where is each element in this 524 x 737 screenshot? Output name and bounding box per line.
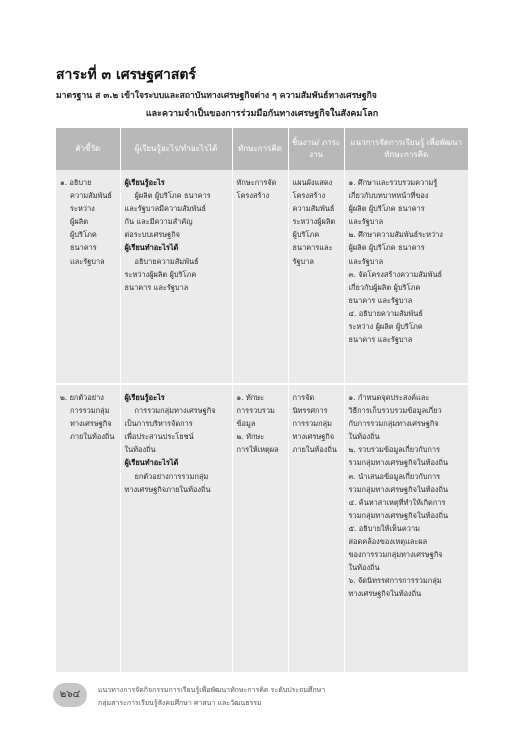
- cell-thinking-skill: [232, 170, 288, 384]
- header-indicator: ตัวชี้วัด: [56, 128, 120, 170]
- text-line: ระหว่าง ผู้ผลิต ผู้บริโภค: [348, 322, 423, 332]
- text-line: ความสัมพันธ์: [70, 191, 112, 201]
- text-line: ระหว่างผู้ผลิต ผู้บริโภค: [124, 269, 197, 279]
- text-line: ๑. ทักษะ: [236, 393, 265, 402]
- text-line: ระหว่าง: [70, 204, 95, 214]
- text-line: ๓. จัดโครงสร้างความสัมพันธ์: [348, 269, 443, 279]
- text-line: ธนาคารและ: [292, 243, 333, 253]
- text-line: ของการรวมกลุ่มทางเศรษฐกิจ: [348, 550, 443, 560]
- text-line: ผู้บริโภค: [292, 230, 320, 240]
- text-line: และรัฐบาล: [70, 256, 105, 266]
- text-line: ภายในท้องถิ่น: [292, 445, 337, 455]
- text-line: ธนาคาร: [70, 243, 97, 253]
- text-line: ผู้ผลิต ผู้บริโภค ธนาคาร: [348, 204, 425, 214]
- footer-book-title: แนวทางการจัดกิจกรรมการเรียนรู้เพื่อพัฒนาทักษะการคิด ระดับประถมศึกษา: [98, 686, 326, 694]
- text-line: กัน และมีความสำคัญ: [124, 217, 193, 227]
- text-line: และรัฐบาลมีความสัมพันธ์: [124, 204, 206, 214]
- cell-indicator: [56, 170, 120, 384]
- text-line: ๖. จัดนิทรรศการการรวมกลุ่ม: [348, 576, 442, 586]
- text-line: ธนาคาร และรัฐบาล: [348, 335, 413, 345]
- table-header-row: [56, 128, 468, 170]
- text-line: ๔. อธิบายความสัมพันธ์: [348, 308, 423, 318]
- text-line: นิทรรศการ: [292, 406, 328, 416]
- text-line: รวมกลุ่มทางเศรษฐกิจในท้องถิ่น: [348, 458, 449, 468]
- header-activities: แนวการจัดการเรียนรู้ เพื่อพัฒนาทักษะการคิด: [344, 128, 468, 170]
- text-line: การจัด: [292, 393, 315, 402]
- text-line: เป็นการบริหารจัดการ: [124, 419, 193, 429]
- text-line: ข้อมูล: [236, 419, 256, 429]
- do-heading: ผู้เรียนทำอะไรได้: [124, 458, 179, 468]
- header-workpiece: ชิ้นงาน/ ภาระงาน: [288, 128, 344, 170]
- text-line: เกี่ยวกับบทบาทหน้าที่ของ: [348, 191, 429, 201]
- text-line: ผู้บริโภค: [70, 230, 97, 240]
- cell-activities: [344, 384, 468, 672]
- text-line: เกี่ยวกับผู้ผลิต ผู้บริโภค: [348, 282, 421, 292]
- text-line: การรวบรวม: [236, 406, 275, 416]
- text-line: ทางเศรษฐกิจภายในท้องถิ่น: [124, 484, 211, 494]
- text-line: ผู้ผลิต ผู้บริโภค ธนาคาร: [134, 191, 211, 201]
- text-line: ๑. อธิบาย: [60, 178, 92, 187]
- learn-heading: ผู้เรียนรู้อะไร: [124, 178, 165, 187]
- text-line: ๔. ค้นหาสาเหตุที่ทำให้เกิดการ: [348, 497, 446, 507]
- text-line: กับการรวมกลุ่มทางเศรษฐกิจ: [348, 419, 439, 429]
- text-line: ระหว่างผู้ผลิต: [292, 217, 336, 227]
- cell-learning: [120, 170, 232, 384]
- standard-line-2: และความจำเป็นของการร่วมมือกันทางเศรษฐกิจในสังคมโลก: [145, 109, 379, 119]
- text-line: ความสัมพันธ์: [292, 204, 335, 214]
- text-line: ธนาคาร และรัฐบาล: [124, 282, 189, 292]
- text-line: รวมกลุ่มทางเศรษฐกิจในท้องถิ่น: [348, 510, 449, 520]
- table-row: [56, 384, 468, 672]
- text-line: ๑. ศึกษาและรวบรวมความรู้: [348, 178, 438, 187]
- page-number: ๒๖๔: [53, 683, 87, 707]
- text-line: ยกตัวอย่างการรวมกลุ่ม: [134, 471, 209, 481]
- table-row: [56, 170, 468, 384]
- text-line: ทางเศรษฐกิจ: [292, 432, 335, 442]
- text-line: เพื่อประสานประโยชน์: [124, 432, 194, 442]
- section-title: สาระที่ ๓ เศรษฐศาสตร์: [56, 67, 197, 83]
- text-line: รัฐบาล: [292, 256, 314, 266]
- text-line: ๑. กำหนดจุดประสงค์และ: [348, 393, 430, 402]
- text-line: ธนาคาร และรัฐบาล: [348, 295, 413, 305]
- text-line: ๕. อธิบายให้เห็นความ: [348, 523, 420, 533]
- standard-line-1: มาตรฐาน ส ๓.๒ เข้าใจระบบและสถาบันทางเศรษฐกิจต่าง ๆ ความสัมพันธ์ทางเศรษฐกิจ: [56, 91, 377, 101]
- text-line: และรัฐบาล: [348, 217, 384, 227]
- curriculum-table: [56, 128, 468, 672]
- text-line: อธิบายความสัมพันธ์: [134, 256, 199, 266]
- cell-workpiece: [288, 384, 344, 672]
- text-line: ในท้องถิ่น: [348, 563, 380, 573]
- text-line: แผนผังแสดง: [292, 178, 333, 187]
- text-line: ๓. นำเสนอข้อมูลเกี่ยวกับการ: [348, 471, 441, 481]
- text-line: ในท้องถิ่น: [124, 445, 156, 455]
- text-line: รวมกลุ่มทางเศรษฐกิจในท้องถิ่น: [348, 484, 449, 494]
- text-line: ทักษะการจัด: [236, 178, 277, 187]
- text-line: ต่อระบบเศรษฐกิจ: [124, 230, 181, 240]
- text-line: และรัฐบาล: [348, 256, 384, 266]
- text-line: การรวมกลุ่มทางเศรษฐกิจ: [134, 406, 216, 416]
- text-line: ในท้องถิ่น: [348, 432, 380, 442]
- text-line: โครงสร้าง: [236, 191, 270, 201]
- footer-subject-group: กลุ่มสาระการเรียนรู้สังคมศึกษา ศาสนา และวัฒนธรรม: [98, 699, 262, 707]
- text-line: ภายในท้องถิ่น: [70, 432, 115, 442]
- cell-learning: [120, 384, 232, 672]
- text-line: ๒. ศึกษาความสัมพันธ์ระหว่าง: [348, 230, 443, 240]
- text-line: ๒. ทักษะ: [236, 432, 265, 442]
- header-learning: ผู้เรียนรู้อะไร/ทำอะไรได้: [120, 128, 232, 170]
- text-line: ๒. รวบรวมข้อมูลเกี่ยวกับการ: [348, 445, 441, 455]
- text-line: การให้เหตุผล: [236, 445, 279, 455]
- text-line: วิธีการเก็บรวบรวมข้อมูลเกี่ยว: [348, 406, 442, 416]
- text-line: การรวมกลุ่ม: [292, 419, 332, 429]
- text-line: ทางเศรษฐกิจ: [70, 419, 112, 429]
- do-heading: ผู้เรียนทำอะไรได้: [124, 243, 179, 253]
- cell-activities: [344, 170, 468, 384]
- text-line: ๒. ยกตัวอย่าง: [60, 393, 104, 402]
- text-line: โครงสร้าง: [292, 191, 326, 201]
- cell-workpiece: [288, 170, 344, 384]
- learn-heading: ผู้เรียนรู้อะไร: [124, 393, 165, 402]
- cell-indicator: [56, 384, 120, 672]
- cell-thinking-skill: [232, 384, 288, 672]
- text-line: ผู้ผลิต ผู้บริโภค ธนาคาร: [348, 243, 425, 253]
- header-thinking-skill: ทักษะการคิด: [232, 128, 288, 170]
- text-line: การรวมกลุ่ม: [70, 406, 110, 416]
- text-line: สอดคล้องของเหตุและผล: [348, 537, 428, 547]
- text-line: ผู้ผลิต: [70, 217, 88, 227]
- text-line: ทางเศรษฐกิจในท้องถิ่น: [348, 589, 422, 599]
